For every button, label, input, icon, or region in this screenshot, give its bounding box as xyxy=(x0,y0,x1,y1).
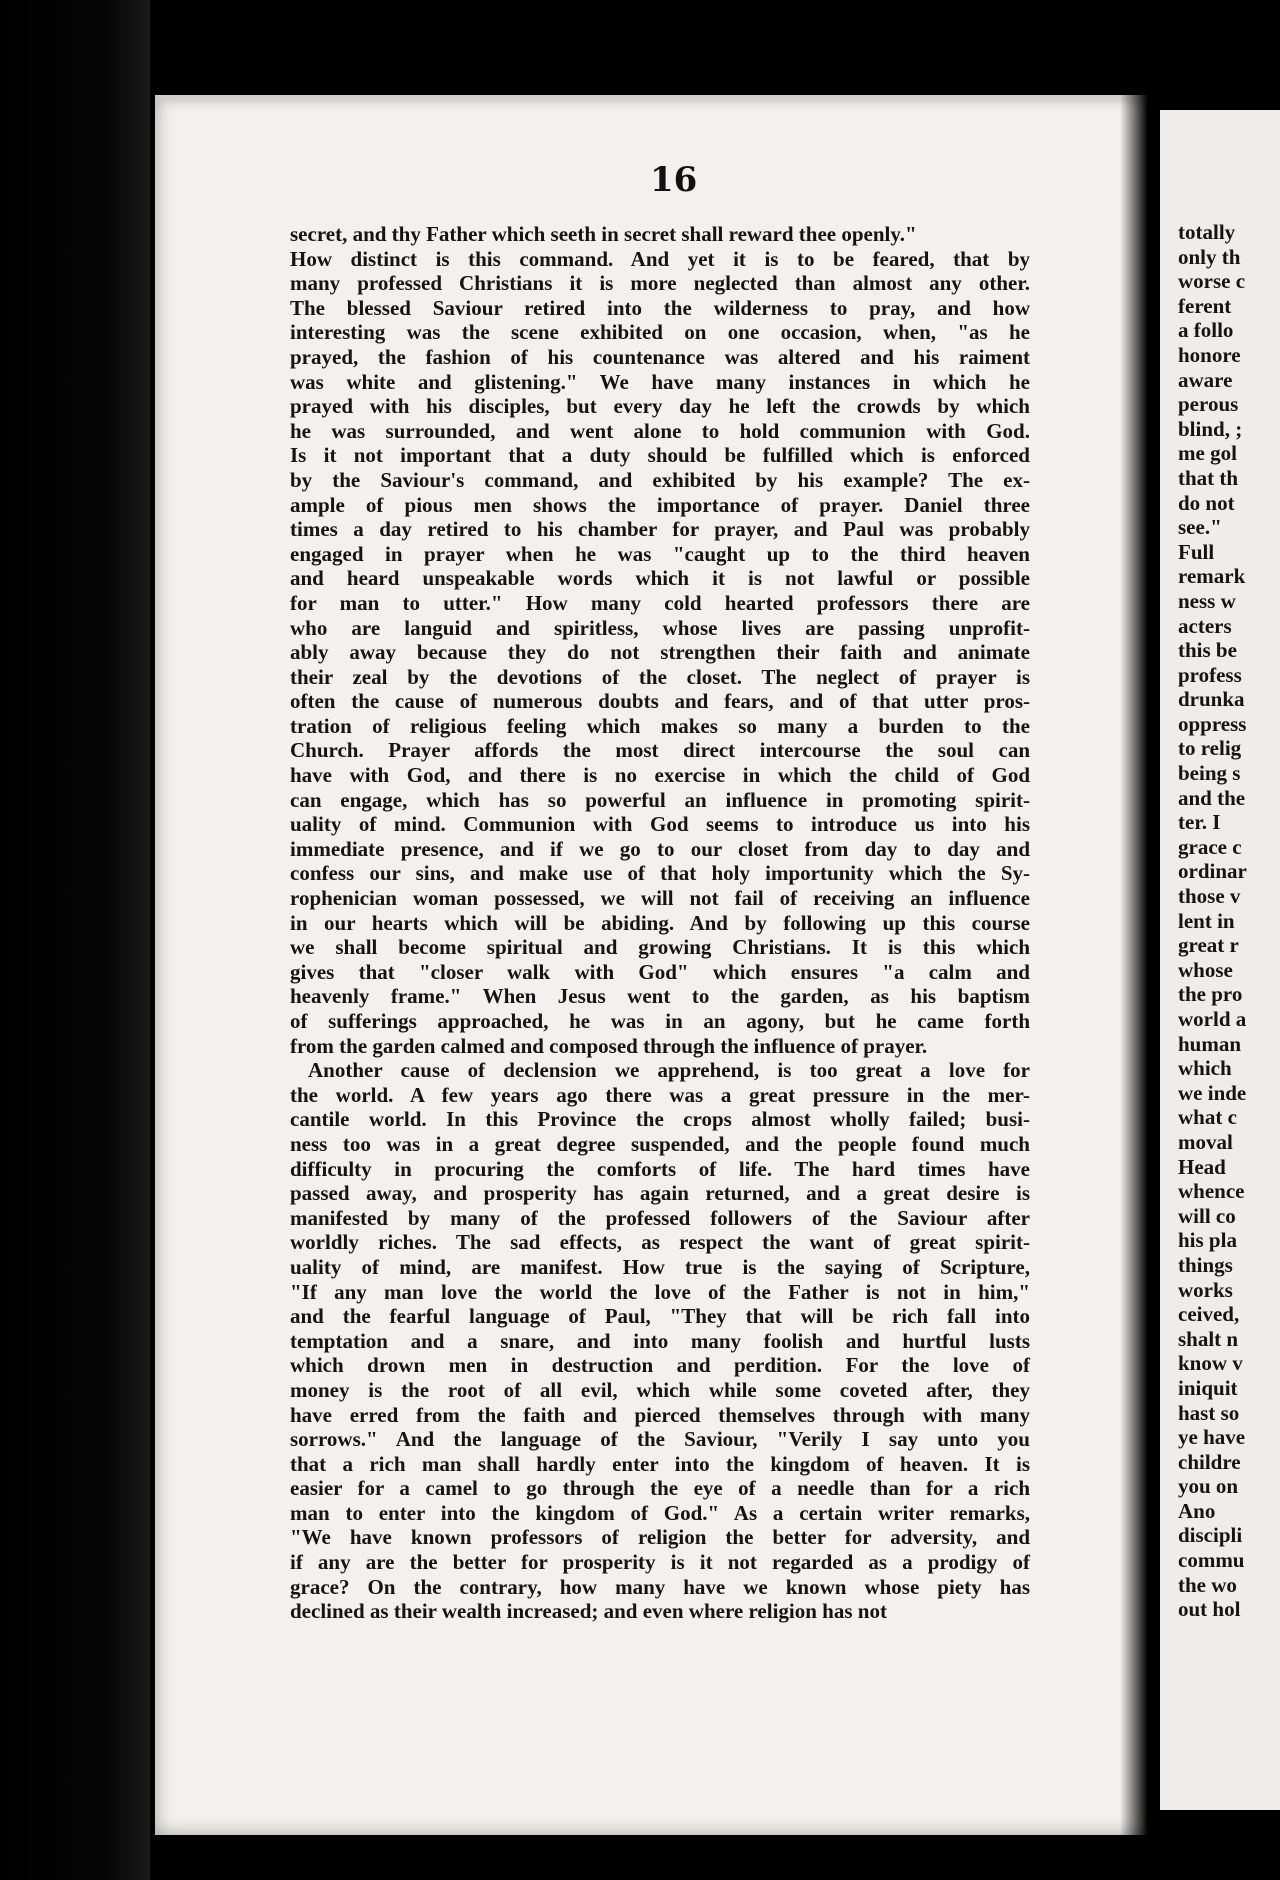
facing-text-line: his pla xyxy=(1178,1228,1237,1253)
facing-text-line: and the xyxy=(1178,785,1246,810)
facing-text-line: the wo xyxy=(1178,1572,1237,1597)
main-text-column xyxy=(290,222,1030,1624)
text-line: in our hearts which will be abiding. And by following up this course xyxy=(290,910,1030,935)
facing-text-line: see." xyxy=(1178,515,1222,540)
facing-text-line: human xyxy=(1178,1031,1242,1056)
text-line: sorrows." And the language of the Saviour, "Verily I say unto you xyxy=(290,1427,1030,1452)
facing-text-line: oppress xyxy=(1178,711,1247,736)
text-line: for man to utter." How many cold hearted professors there are xyxy=(290,590,1030,615)
text-line: secret, and thy Father which seeth in secret shall reward thee openly." xyxy=(290,222,917,246)
facing-text-line: to relig xyxy=(1178,736,1242,761)
facing-text-line: do not xyxy=(1178,490,1235,515)
text-line: The blessed Saviour retired into the wilderness to pray, and how xyxy=(290,295,1030,320)
text-line: immediate presence, and if we go to our closet from day to day and xyxy=(290,836,1030,861)
facing-text-line: out hol xyxy=(1178,1597,1241,1622)
text-line: have erred from the faith and pierced themselves through with many xyxy=(290,1402,1030,1427)
facing-text-line: works xyxy=(1178,1277,1233,1302)
text-line: the world. A few years ago there was a great pressure in the mer- xyxy=(290,1082,1030,1107)
facing-text-line: this be xyxy=(1178,638,1237,663)
facing-text-line: lent in xyxy=(1178,908,1235,933)
text-line: of sufferings approached, he was in an agony, but he came forth xyxy=(290,1009,1030,1033)
text-line: was white and glistening." We have many instances in which he xyxy=(290,369,1030,394)
facing-text-line: what c xyxy=(1178,1105,1237,1130)
facing-text-line: perous xyxy=(1178,392,1239,417)
facing-page xyxy=(1160,110,1280,1810)
text-line: who are languid and spiritless, whose lives are passing unprofit- xyxy=(290,615,1030,640)
text-line: from the garden calmed and composed through the influence of prayer. xyxy=(290,1033,928,1058)
facing-text-line: Head xyxy=(1178,1154,1226,1179)
text-line: if any are the better for prosperity is it not regarded as a prodigy of xyxy=(290,1550,1030,1575)
facing-text-line: which xyxy=(1178,1056,1232,1081)
text-line: uality of mind, are manifest. How true is the saying of Scripture, xyxy=(290,1254,1030,1279)
text-line: worldly riches. The sad effects, as respect the want of great spirit- xyxy=(290,1230,1030,1255)
text-line: ably away because they do not strengthen their faith and animate xyxy=(290,640,1030,665)
text-line: he was surrounded, and went alone to hold communion with God. xyxy=(290,418,1030,443)
facing-text-line: blind, ; xyxy=(1178,416,1243,441)
text-line: manifested by many of the professed followers of the Saviour after xyxy=(290,1205,1030,1230)
facing-text-line: ter. I xyxy=(1178,810,1221,835)
facing-page-text xyxy=(1178,220,1247,1622)
facing-text-line: shalt n xyxy=(1178,1326,1239,1351)
facing-text-line: childre xyxy=(1178,1449,1241,1474)
facing-text-line: ceived, xyxy=(1178,1302,1240,1327)
text-line: man to enter into the kingdom of God." As a certain writer remarks, xyxy=(290,1500,1030,1525)
text-line: by the Saviour's command, and exhibited by his example? The ex- xyxy=(290,467,1030,492)
text-line: tration of religious feeling which makes so many a burden to the xyxy=(290,713,1030,738)
facing-text-line: you on xyxy=(1178,1474,1239,1499)
text-line: Another cause of declension we apprehend, is too great a love for xyxy=(308,1058,1030,1083)
facing-text-line: ye have xyxy=(1178,1425,1246,1450)
facing-text-line: those v xyxy=(1178,884,1241,909)
text-line: and heard unspeakable words which it is not lawful or possible xyxy=(290,566,1030,591)
facing-text-line: profess xyxy=(1178,662,1242,687)
text-line: we shall become spiritual and growing Christians. It is this which xyxy=(290,935,1030,960)
text-line: confess our sins, and make use of that holy importunity which the Sy- xyxy=(290,861,1030,886)
facing-text-line: worse c xyxy=(1178,269,1246,294)
facing-text-line: Ano xyxy=(1178,1498,1216,1523)
text-line: money is the root of all evil, which while some coveted after, they xyxy=(290,1377,1030,1402)
facing-text-line: iniquit xyxy=(1178,1375,1238,1400)
text-line: ample of pious men shows the importance of prayer. Daniel three xyxy=(290,492,1030,517)
facing-text-line: great r xyxy=(1178,933,1239,958)
text-line: heavenly frame." When Jesus went to the garden, as his baptism xyxy=(290,984,1030,1009)
text-line: "We have known professors of religion the better for adversity, and xyxy=(290,1525,1030,1550)
text-line: temptation and a snare, and into many foolish and hurtful lusts xyxy=(290,1328,1030,1353)
text-line: prayed, the fashion of his countenance was altered and his raiment xyxy=(290,344,1030,369)
facing-text-line: a follo xyxy=(1178,318,1234,343)
facing-text-line: we inde xyxy=(1178,1080,1247,1105)
text-line: their zeal by the devotions of the closet. The neglect of prayer is xyxy=(290,664,1030,689)
text-line: grace? On the contrary, how many have we known whose piety has xyxy=(290,1574,1030,1599)
facing-text-line: world a xyxy=(1178,1007,1247,1031)
facing-text-line: ness w xyxy=(1178,588,1236,613)
page-number: 16 xyxy=(650,160,698,200)
facing-text-line: remark xyxy=(1178,564,1246,589)
facing-text-line: Full xyxy=(1178,539,1215,564)
text-line: declined as their wealth increased; and even where religion has not xyxy=(290,1599,887,1624)
facing-text-line: will co xyxy=(1178,1203,1236,1228)
facing-text-line: ferent xyxy=(1178,293,1232,318)
facing-text-line: only th xyxy=(1178,244,1241,269)
facing-text-line: drunka xyxy=(1178,687,1245,712)
text-line: prayed with his disciples, but every day he left the crowds by which xyxy=(290,394,1030,419)
text-line: many professed Christians it is more neglected than almost any other. xyxy=(290,271,1030,296)
text-line: uality of mind. Communion with God seems to introduce us into his xyxy=(290,812,1030,837)
text-line: and the fearful language of Paul, "They that will be rich fall into xyxy=(290,1304,1030,1329)
facing-text-line: whose xyxy=(1178,957,1233,982)
text-line: ness too was in a great degree suspended, and the people found much xyxy=(290,1131,1030,1156)
facing-text-line: totally xyxy=(1178,220,1236,244)
facing-text-line: moval xyxy=(1178,1129,1233,1154)
text-line: have with God, and there is no exercise in which the child of God xyxy=(290,763,1030,788)
text-line: Church. Prayer affords the most direct intercourse the soul can xyxy=(290,738,1030,763)
facing-text-line: acters xyxy=(1178,613,1232,638)
facing-text-line: honore xyxy=(1178,342,1241,367)
text-line: "If any man love the world the love of the Father is not in him," xyxy=(290,1279,1030,1304)
facing-text-line: ordinar xyxy=(1178,859,1247,884)
facing-text-line: that th xyxy=(1178,465,1239,490)
text-line: easier for a camel to go through the eye of a needle than for a rich xyxy=(290,1476,1030,1501)
text-line: cantile world. In this Province the crops almost wholly failed; busi- xyxy=(290,1107,1030,1132)
text-line: that a rich man shall hardly enter into the kingdom of heaven. It is xyxy=(290,1451,1030,1476)
facing-text-line: hast so xyxy=(1178,1400,1240,1425)
text-line: often the cause of numerous doubts and fears, and of that utter pros- xyxy=(290,689,1030,714)
text-line: times a day retired to his chamber for prayer, and Paul was probably xyxy=(290,517,1030,542)
text-line: engaged in prayer when he was "caught up to the third heaven xyxy=(290,541,1030,566)
text-line: Is it not important that a duty should be fulfilled which is enforced xyxy=(290,443,1030,468)
text-line: rophenician woman possessed, we will not fail of receiving an influence xyxy=(290,886,1030,911)
facing-text-line: commu xyxy=(1178,1548,1245,1573)
facing-text-line: discipli xyxy=(1178,1523,1243,1548)
book-left-edge xyxy=(0,0,150,1880)
facing-text-line: things xyxy=(1178,1252,1233,1277)
facing-text-line: being s xyxy=(1178,761,1241,786)
text-line: How distinct is this command. And yet it is to be feared, that by xyxy=(290,246,1030,271)
text-line: passed away, and prosperity has again returned, and a great desire is xyxy=(290,1181,1030,1206)
book-gutter xyxy=(1120,95,1160,1835)
facing-text-line: grace c xyxy=(1178,834,1242,859)
text-line: can engage, which has so powerful an influence in promoting spirit- xyxy=(290,787,1030,812)
text-line: gives that "closer walk with God" which ensures "a calm and xyxy=(290,959,1030,984)
facing-text-line: the pro xyxy=(1178,982,1243,1007)
facing-text-line: me gol xyxy=(1178,441,1237,466)
facing-text-line: aware xyxy=(1178,367,1233,392)
text-line: difficulty in procuring the comforts of life. The hard times have xyxy=(290,1156,1030,1181)
facing-text-line: whence xyxy=(1178,1179,1245,1204)
text-line: interesting was the scene exhibited on one occasion, when, "as he xyxy=(290,320,1030,345)
text-line: which drown men in destruction and perdition. For the love of xyxy=(290,1353,1030,1378)
facing-text-line: know v xyxy=(1178,1351,1243,1376)
